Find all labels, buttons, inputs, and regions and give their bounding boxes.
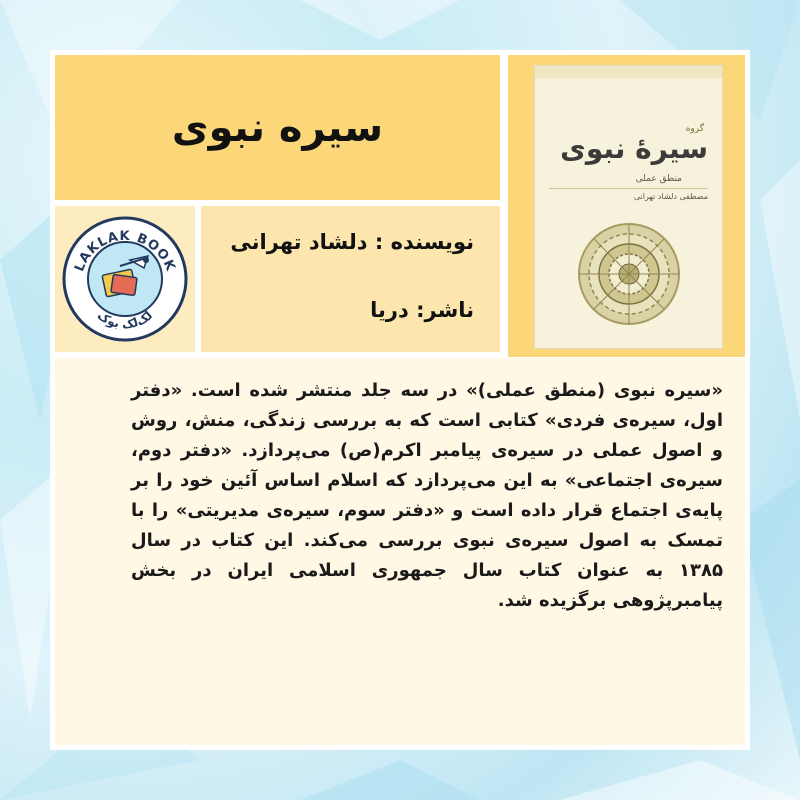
- cover-ornament-icon: [577, 222, 681, 326]
- book-card: [50, 50, 750, 750]
- description-panel: [55, 358, 745, 745]
- svg-text:لک‌لک بوک: [95, 308, 155, 331]
- title-panel: [55, 55, 500, 200]
- cover-subtitle: منطق عملی: [635, 174, 682, 184]
- cover-divider: [549, 188, 708, 189]
- logo-text: [55, 206, 195, 352]
- logo-text-top: LAKLAK BOOK: [72, 228, 178, 274]
- book-title: سیره نبوی: [171, 104, 384, 151]
- cover-author: مصطفی دلشاد تهرانی: [633, 192, 708, 201]
- publisher-line: ناشر: دریا: [370, 298, 474, 322]
- svg-text:LAKLAK BOOK: [72, 229, 178, 274]
- cover-title: سیرهٔ نبوی: [560, 132, 708, 165]
- book-description: «سیره نبوی (منطق عملی)» در سه جلد منتشر شده است. «دفتر اول، سیره‌ی فردی» کتابی است که به بررسی زندگی، منش، روش و اصول عملی در سیره‌ی پیامبر اکرم(ص) می‌پردازد. «دفتر دوم، سیره‌ی اجتماعی» به این می‌پردازد که اسلام اساس آئین خود را بر پایه‌ی اجتماع قرار داده است و «دفتر سوم، سیره‌ی مدیریتی» را با تمسک به اصول سیره‌ی نبوی بررسی می‌کند. این کتاب در سال ۱۳۸۵ به عنوان کتاب سال جمهوری اسلامی ایران در بخش پیامبرپژوهی برگزیده شد.: [131, 380, 723, 611]
- cover-panel: [508, 55, 745, 357]
- logo-text-bottom: لک‌لک بوک: [94, 307, 156, 332]
- book-cover-image: [534, 65, 723, 349]
- cover-band: [535, 66, 722, 78]
- logo-panel: [55, 206, 195, 352]
- author-line: نویسنده : دلشاد تهرانی: [230, 230, 474, 254]
- cover-brand: گروه: [685, 124, 704, 134]
- info-panel: [201, 206, 500, 352]
